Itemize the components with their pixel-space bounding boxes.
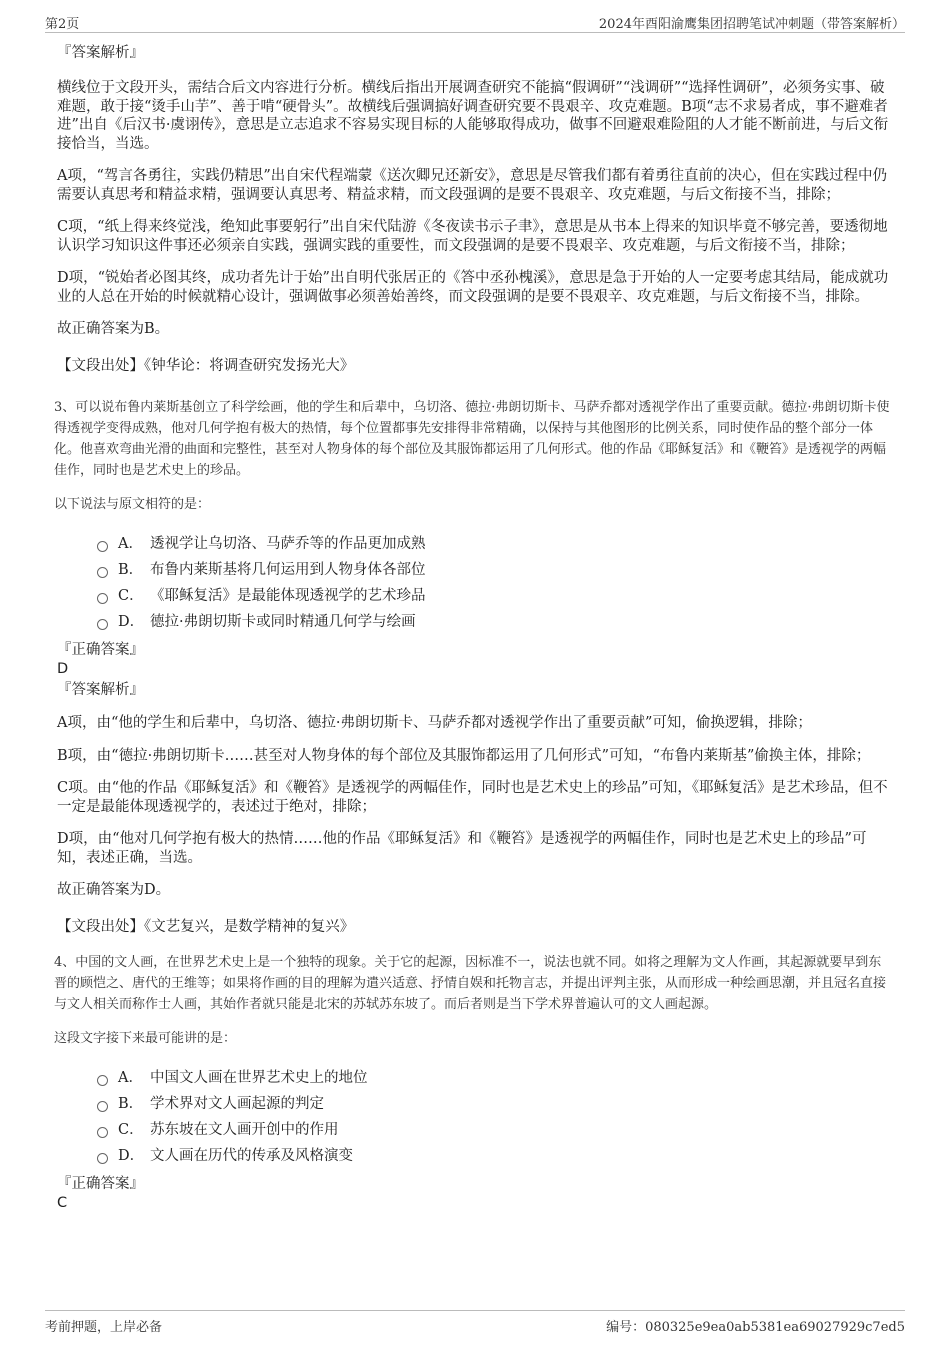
- option-letter: A．: [118, 536, 143, 552]
- option-b[interactable]: [97, 1091, 893, 1117]
- radio-button-icon[interactable]: [97, 1127, 108, 1138]
- answer-analysis-label: 『答案解析』: [57, 682, 144, 698]
- question-3-text: 3、可以说布鲁内莱斯基创立了科学绘画，他的学生和后辈中，乌切洛、德拉·弗朗切斯卡、马萨乔都对透视学作出了重要贡献。德拉·弗朗切斯卡使得透视学变得成熟，他对几何学抱有极大的热情，每个位置都事先安排得非常精确，以保持与其他图形的比例关系，同时使作品的整个部分一体化。他喜欢弯曲光滑的曲面和完整性，甚至对人物身体的每个部位及其服饰都运用了几何形式。他的作品《耶稣复活》和《鞭笞》是透视学的两幅佳作，同时也是艺术史上的珍品。: [54, 400, 890, 478]
- radio-button-icon[interactable]: [97, 1075, 108, 1086]
- option-b[interactable]: [97, 557, 893, 583]
- option-letter: D．: [118, 1148, 145, 1164]
- question-3-prompt: 以下说法与原文相符的是：: [54, 497, 211, 512]
- analysis-paragraph: A项，由“他的学生和后辈中，乌切洛、德拉·弗朗切斯卡、马萨乔都对透视学作出了重要贡献”可知，偷换逻辑，排除；: [57, 715, 812, 731]
- correct-answer-label: 『正确答案』: [57, 1176, 144, 1192]
- option-text: 学术界对文人画起源的判定: [150, 1096, 324, 1112]
- analysis-paragraph: D项，“锐始者必图其终，成功者先计于始”出自明代张居正的《答中丞孙槐溪》，意思是急于开始的人一定要考虑其结局，能成就功业的人总在开始的时候就精心设计，强调做事必须善始善终，而文段强调的是要不畏艰辛、攻克难题，与后文衔接不当，排除。: [57, 270, 889, 305]
- analysis-paragraph: B项，由“德拉·弗朗切斯卡……甚至对人物身体的每个部位及其服饰都运用了几何形式”可知，“布鲁内莱斯基”偷换主体，排除；: [57, 747, 871, 764]
- option-text: 透视学让乌切洛、马萨乔等的作品更加成熟: [150, 536, 426, 552]
- final-answer-line: 故正确答案为D。: [57, 882, 171, 898]
- radio-button-icon[interactable]: [97, 567, 108, 578]
- question-4-text: 4、中国的文人画，在世界艺术史上是一个独特的现象。关于它的起源，因标准不一，说法也就不同。如将之理解为文人作画，其起源就要早到东晋的顾恺之、唐代的王维等；如果将作画的目的理解为遣兴适意、抒情自娱和托物言志，并提出评判主张，从而形成一种绘画思潮，并且冠名直接与文人相关而称作士人画，其始作者就只能是北宋的苏轼苏东坡了。而后者则是当下学术界普遍认可的文人画起源。: [54, 955, 887, 1012]
- option-c[interactable]: [97, 1117, 893, 1143]
- option-a[interactable]: [97, 531, 893, 557]
- passage-source: 【文段出处】《钟华论：将调查研究发扬光大》: [57, 357, 355, 374]
- option-text: 中国文人画在世界艺术史上的地位: [150, 1070, 368, 1086]
- radio-button-icon[interactable]: [97, 1101, 108, 1112]
- correct-answer: C: [57, 1195, 68, 1211]
- footer-slogan: 考前押题，上岸必备: [45, 1320, 163, 1335]
- analysis-paragraph: C项。由“他的作品《耶稣复活》和《鞭笞》是透视学的两幅佳作，同时也是艺术史上的珍品”可知，《耶稣复活》是艺术珍品，但不一定是最能体现透视学的，表述过于绝对，排除；: [57, 780, 888, 815]
- radio-button-icon[interactable]: [97, 1153, 108, 1164]
- option-letter: B．: [118, 562, 144, 578]
- analysis-paragraph: D项，由“他对几何学抱有极大的热情……他的作品《耶稣复活》和《鞭笞》是透视学的两幅佳作，同时也是艺术史上的珍品”可知，表述正确，当选。: [57, 831, 867, 866]
- page-content: [54, 44, 893, 1219]
- option-d[interactable]: [97, 1143, 893, 1169]
- option-letter: C．: [118, 588, 144, 604]
- question-3-options: [97, 531, 893, 635]
- option-letter: B．: [118, 1096, 144, 1112]
- page-header: [45, 10, 905, 33]
- analysis-paragraph: C项，“纸上得来终觉浅，绝知此事要躬行”出自宋代陆游《冬夜读书示子聿》，意思是从书本上得来的知识毕竟不够完善，要透彻地认识学习知识这件事还必须亲自实践，强调实践的重要性，而文段强调的是要不畏艰辛、攻克难题，与后文衔接不当，排除；: [57, 219, 888, 254]
- option-d[interactable]: [97, 609, 893, 635]
- correct-answer-label: 『正确答案』: [57, 642, 144, 658]
- option-text: 德拉·弗朗切斯卡或同时精通几何学与绘画: [150, 614, 416, 630]
- analysis-paragraph: 横线位于文段开头，需结合后文内容进行分析。横线后指出开展调查研究不能搞“假调研”“浅调研”“选择性调研”，必须务实事、破难题，敢于接“烫手山芋”、善于啃“硬骨头”。故横线后强调搞好调查研究要不畏艰辛、攻克难题。B项“志不求易者成，事不避难者进”出自《后汉书·虞诩传》，意思是立志追求不容易实现目标的人能够取得成功，做事不回避艰难险阻的人才能不断前进，与后文衔接恰当，当选。: [57, 80, 889, 152]
- question-4-prompt: 这段文字接下来最可能讲的是：: [54, 1031, 237, 1046]
- page-number: 第2页: [45, 17, 80, 32]
- question-4-options: [97, 1065, 893, 1169]
- final-answer-line: 故正确答案为B。: [57, 321, 170, 337]
- passage-source: 【文段出处】《文艺复兴，是数学精神的复兴》: [57, 918, 355, 935]
- option-letter: D．: [118, 614, 145, 630]
- option-c[interactable]: [97, 583, 893, 609]
- option-text: 苏东坡在文人画开创中的作用: [150, 1122, 339, 1138]
- radio-button-icon[interactable]: [97, 593, 108, 604]
- option-letter: A．: [118, 1070, 143, 1086]
- page-footer: [45, 1310, 905, 1335]
- radio-button-icon[interactable]: [97, 619, 108, 630]
- option-a[interactable]: [97, 1065, 893, 1091]
- option-text: 文人画在历代的传承及风格演变: [150, 1148, 353, 1164]
- document-title: 2024年酉阳渝鹰集团招聘笔试冲刺题（带答案解析）: [598, 17, 905, 32]
- correct-answer: D: [57, 661, 69, 677]
- document-id: 编号：080325e9ea0ab5381ea69027929c7ed5: [606, 1320, 905, 1335]
- option-text: 布鲁内莱斯基将几何运用到人物身体各部位: [150, 562, 426, 578]
- radio-button-icon[interactable]: [97, 541, 108, 552]
- analysis-paragraph: A项，“驾言各勇往，实践仍精思”出自宋代程端蒙《送次卿兄还新安》，意思是尽管我们都有着勇往直前的决心，但在实践过程中仍需要认真思考和精益求精，强调要认真思考、精益求精，而文段强调的是要不畏艰辛、攻克难题，与后文衔接不当，排除；: [57, 168, 888, 203]
- option-letter: C．: [118, 1122, 144, 1138]
- option-text: 《耶稣复活》是最能体现透视学的艺术珍品: [150, 588, 426, 604]
- answer-analysis-label: 『答案解析』: [57, 45, 144, 61]
